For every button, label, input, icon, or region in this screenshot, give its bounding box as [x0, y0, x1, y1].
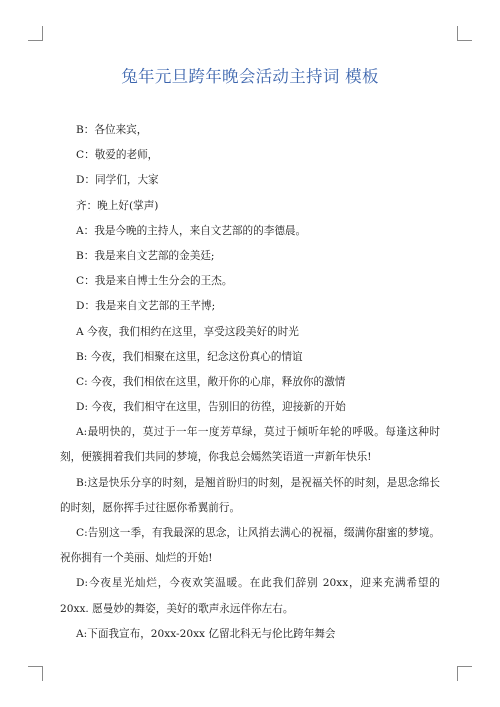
crop-mark-top-right — [457, 26, 472, 41]
document-body — [60, 118, 440, 647]
script-line: A：我是今晚的主持人，来自文艺部的的李德晨。 — [76, 224, 307, 237]
script-line: C：我是来自博士生分会的王杰。 — [76, 275, 233, 288]
script-line: B：各位来宾， — [76, 124, 148, 136]
script-line: 齐：晚上好(掌声) — [76, 199, 159, 212]
crop-mark-bottom-right — [457, 666, 472, 681]
script-line: A 今夜，我们相约在这里，享受这段美好的时光 — [76, 325, 299, 338]
script-line: D：同学们，大家 — [76, 174, 159, 187]
script-paragraph: C:告别这一季，有我最深的思念，让风捎去满心的祝福，缀满你甜蜜的梦境。祝你拥有一个美丽、灿烂的开始! — [60, 527, 440, 565]
script-paragraph: B:这是快乐分享的时刻，是翘首盼归的时刻，是祝福关怀的时刻，是思念绵长的时刻，愿你挥手过往愿你希翼前行。 — [60, 476, 440, 514]
script-line: B：我是来自文艺部的金美廷; — [76, 249, 215, 262]
script-line: B: 今夜，我们相聚在这里，纪念这份真心的情谊 — [76, 350, 303, 363]
script-line: D：我是来自文艺部的王芊博; — [76, 300, 216, 313]
script-paragraph: D:今夜星光灿烂，今夜欢笑温暖。在此我们辞别 20xx，迎来充满希望的 20xx. 愿曼妙的舞姿，美好的歌声永远伴你左右。 — [60, 577, 440, 615]
script-paragraph: A:最明快的，莫过于一年一度芳草绿，莫过于倾听年轮的呼吸。每逢这种时刻，便簇拥着我们共同的梦境，你我总会嫣然笑语道一声新年快乐! — [60, 426, 440, 464]
script-line-final: A:下面我宣布，20xx-20xx 亿留北科无与伦比跨年舞会 — [76, 627, 336, 640]
crop-mark-bottom-left — [28, 666, 43, 681]
script-line: D: 今夜，我们相守在这里，告别旧的彷徨，迎接新的开始 — [76, 401, 346, 414]
script-line: C: 今夜，我们相依在这里，敞开你的心扉，释放你的激情 — [76, 375, 346, 388]
document-title: 兔年元旦跨年晚会活动主持词 模板 — [121, 67, 379, 86]
crop-mark-top-left — [28, 26, 43, 41]
script-line: C：敬爱的老师， — [76, 149, 159, 162]
